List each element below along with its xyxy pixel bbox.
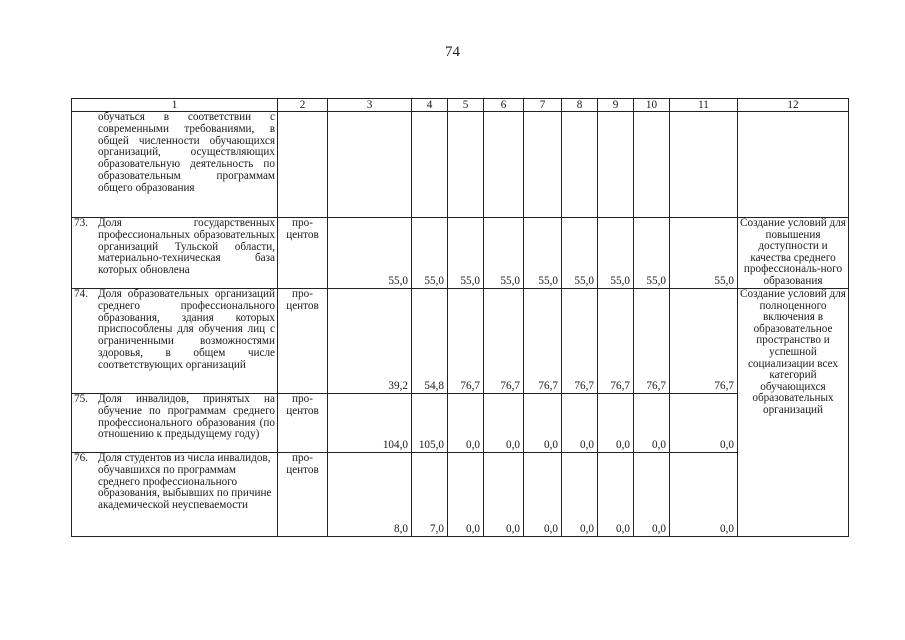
header-cell: 5 <box>448 99 484 112</box>
unit-cell: про-центов <box>278 453 328 537</box>
value-cell <box>670 112 738 218</box>
value-cell <box>448 112 484 218</box>
value-cell: 105,0 <box>412 394 448 453</box>
header-cell: 4 <box>412 99 448 112</box>
value-cell: 0,0 <box>484 394 524 453</box>
value-cell: 0,0 <box>484 453 524 537</box>
header-cell: 2 <box>278 99 328 112</box>
row-number: 73. <box>74 217 88 229</box>
value-cell: 76,7 <box>448 289 484 394</box>
header-cell: 7 <box>524 99 562 112</box>
unit-cell: про-центов <box>278 394 328 453</box>
goal-cell: Создание условий для полноценного включения в образовательное пространство и успешной социализации всех категорий обучающихся образовательных организаций <box>738 289 849 453</box>
indicator-cell <box>72 112 278 218</box>
value-cell: 76,7 <box>562 289 598 394</box>
value-cell: 7,0 <box>412 453 448 537</box>
value-cell: 55,0 <box>524 218 562 289</box>
value-cell: 76,7 <box>484 289 524 394</box>
unit-cell <box>278 112 328 218</box>
value-cell: 0,0 <box>524 453 562 537</box>
indicator-cell <box>72 218 278 289</box>
value-cell <box>634 112 670 218</box>
indicator-text: Доля государственных профессиональных образовательных организаций Тульской области, материально-техническая база которых обновлена <box>98 217 275 277</box>
value-cell: 76,7 <box>634 289 670 394</box>
value-cell: 54,8 <box>412 289 448 394</box>
value-cell: 0,0 <box>562 453 598 537</box>
goal-cell <box>738 112 849 218</box>
table-row <box>72 112 849 218</box>
value-cell: 55,0 <box>670 218 738 289</box>
value-cell: 0,0 <box>670 453 738 537</box>
table-header-row <box>72 99 849 112</box>
table-row <box>72 394 849 453</box>
value-cell <box>562 112 598 218</box>
value-cell: 8,0 <box>328 453 412 537</box>
row-number: 74. <box>74 288 88 300</box>
value-cell: 0,0 <box>448 394 484 453</box>
header-cell: 3 <box>328 99 412 112</box>
value-cell <box>524 112 562 218</box>
value-cell: 0,0 <box>524 394 562 453</box>
value-cell: 55,0 <box>328 218 412 289</box>
row-number: 75. <box>74 393 88 405</box>
value-cell: 55,0 <box>448 218 484 289</box>
header-cell: 6 <box>484 99 524 112</box>
indicator-cell <box>72 289 278 394</box>
value-cell: 104,0 <box>328 394 412 453</box>
table-row <box>72 218 849 289</box>
header-cell: 12 <box>738 99 849 112</box>
value-cell <box>412 112 448 218</box>
value-cell: 76,7 <box>524 289 562 394</box>
goal-cell: Создание условий для повышения доступности и качества среднего профессиональ-ного образования <box>738 218 849 289</box>
value-cell: 76,7 <box>598 289 634 394</box>
value-cell: 0,0 <box>598 453 634 537</box>
header-cell: 1 <box>72 99 278 112</box>
header-cell: 9 <box>598 99 634 112</box>
indicator-text: Доля образовательных организаций среднего профессионального образования, здания которых приспособлены для обучения лиц с ограниченными возможностями здоровья, в общем числе соответствующих организаций <box>98 288 275 371</box>
value-cell <box>484 112 524 218</box>
value-cell: 0,0 <box>634 394 670 453</box>
value-cell <box>598 112 634 218</box>
value-cell: 55,0 <box>634 218 670 289</box>
value-cell: 0,0 <box>562 394 598 453</box>
indicator-text: Доля инвалидов, принятых на обучение по программам среднего профессионального образования (по отношению к предыдущему году) <box>98 393 275 441</box>
value-cell: 39,2 <box>328 289 412 394</box>
page-number: 74 <box>445 44 460 60</box>
row-number: 76. <box>74 452 88 464</box>
value-cell: 0,0 <box>634 453 670 537</box>
table-row <box>72 289 849 394</box>
value-cell: 55,0 <box>412 218 448 289</box>
header-cell: 8 <box>562 99 598 112</box>
header-cell: 10 <box>634 99 670 112</box>
value-cell <box>328 112 412 218</box>
indicator-text: обучаться в соответствии с современными требованиями, в общей численности обучающихся организаций, осуществляющих образовательную деятельность по образовательным программам общего образования <box>98 111 275 194</box>
unit-cell: про-центов <box>278 289 328 394</box>
indicator-cell <box>72 453 278 537</box>
value-cell: 0,0 <box>448 453 484 537</box>
header-cell: 11 <box>670 99 738 112</box>
indicator-text: Доля студентов из числа инвалидов, обучавшихся по программам среднего профессионального образования, выбывших по причине академической неуспеваемости <box>98 452 272 512</box>
goal-cell <box>738 453 849 537</box>
value-cell: 0,0 <box>598 394 634 453</box>
unit-cell: про-центов <box>278 218 328 289</box>
value-cell: 55,0 <box>484 218 524 289</box>
indicators-table <box>71 98 849 537</box>
value-cell: 76,7 <box>670 289 738 394</box>
value-cell: 55,0 <box>598 218 634 289</box>
indicator-cell <box>72 394 278 453</box>
value-cell: 55,0 <box>562 218 598 289</box>
table-row <box>72 453 849 537</box>
value-cell: 0,0 <box>670 394 738 453</box>
